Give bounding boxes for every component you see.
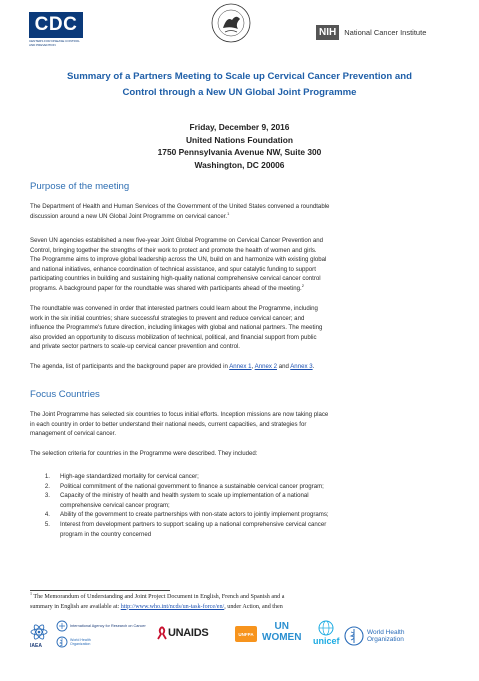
text-line: comprehensive cervical cancer program; — [60, 501, 170, 509]
list-item — [30, 491, 454, 510]
text-segment: summary in English are available at: — [30, 603, 121, 610]
who-task-force-link[interactable]: http://www.who.int/ncds/un-task-force/en/ — [120, 603, 225, 610]
text-line: also provided an opportunity to discuss mobilization of technical, political, and financial support from public — [30, 333, 317, 341]
list-text — [60, 482, 324, 492]
cdc-logo-subtitle: CENTERS FOR DISEASE CONTROL AND PREVENTION — [29, 39, 80, 47]
unfpa-label: UNFPA — [238, 631, 254, 637]
text-segment: , — [251, 363, 255, 370]
text-line: work in the six initial countries; share successful strategies to prevent and reduce cervical cancer; and — [30, 314, 305, 322]
meeting-venue: United Nations Foundation — [185, 134, 293, 145]
text-line — [30, 362, 454, 372]
nih-logo-mark: NIH — [316, 25, 339, 40]
meeting-address: 1750 Pennsylvania Avenue NW, Suite 300 — [157, 147, 322, 157]
focus-paragraph-2 — [30, 449, 454, 459]
text-line: Capacity of the ministry of health and health system to scale up implementation of a national — [60, 492, 309, 500]
annex-2-link[interactable]: Annex 2 — [254, 363, 278, 370]
text-segment: The Memorandum of Understanding and Joint Project Document in English, French and Spanish and a — [32, 594, 285, 600]
list-text — [60, 472, 199, 482]
list-number: 4. — [44, 511, 50, 519]
ribbon-icon — [157, 626, 167, 640]
text-line — [30, 212, 454, 222]
nih-logo-text: National Cancer Institute — [344, 27, 427, 37]
annex-3-link[interactable]: Annex 3 — [290, 363, 313, 370]
list-item — [30, 510, 454, 520]
who-small-label: World Health Organization — [70, 638, 91, 646]
iarc-emblem-icon — [56, 620, 68, 632]
text-line: influence the Programme's future direction, including linkages with global and national partners. The meeting — [30, 324, 323, 332]
list-item — [30, 472, 454, 482]
unicef-logo — [313, 620, 340, 646]
purpose-paragraph-3 — [30, 304, 454, 352]
hhs-seal-icon — [210, 2, 252, 44]
list-number: 3. — [44, 492, 50, 500]
focus-countries-heading: Focus Countries — [30, 389, 100, 400]
meeting-details — [30, 121, 449, 171]
purpose-paragraph-1 — [30, 202, 454, 221]
text-line: The Department of Health and Human Services of the Government of the United States convened a roundtable — [30, 203, 330, 210]
unfpa-logo — [235, 626, 257, 642]
text-line: Seven UN agencies established a new five-year Joint Global Programme on Cervical Cancer Prevention and — [30, 237, 323, 244]
text-line: High-age standardized mortality for cervical cancer; — [60, 473, 199, 480]
un-women-logo — [262, 622, 301, 643]
purpose-paragraph-2 — [30, 236, 454, 294]
list-text — [60, 510, 329, 520]
title-line-2: Control through a New UN Global Joint Programme — [122, 86, 357, 98]
who-logo — [344, 626, 423, 646]
footnote-line — [30, 590, 454, 603]
selection-criteria-list — [30, 472, 454, 539]
meeting-city: Washington, DC 20006 — [194, 159, 285, 170]
text-line: in each country in order to better understand their national needs, current capacities, and strategies for — [30, 420, 307, 428]
iarc-label: International Agency for Research on Cancer — [70, 624, 146, 628]
purpose-heading: Purpose of the meeting — [30, 181, 130, 192]
cdc-logo — [29, 12, 83, 46]
text-segment: . — [312, 363, 315, 370]
list-item — [30, 482, 454, 492]
text-line: program in the country concerned — [60, 530, 152, 538]
text-line: Control, bringing together the strengths of their work to protect and promote the health of women and girls. — [30, 246, 317, 254]
list-number: 2. — [44, 482, 50, 490]
partner-logos — [30, 620, 450, 656]
iaea-label: IAEA — [30, 643, 42, 649]
meeting-date: Friday, December 9, 2016 — [189, 122, 290, 132]
footnote-number: 1 — [30, 590, 32, 596]
unaids-label: UNAIDS — [168, 627, 209, 639]
text-segment: The agenda, list of participants and the background paper are provided in — [30, 363, 230, 370]
cdc-logo-mark: CDC — [29, 12, 83, 38]
list-item — [30, 520, 454, 539]
unfpa-mark — [235, 626, 257, 642]
unaids-logo — [157, 626, 208, 640]
iaea-logo — [30, 624, 48, 649]
un-women-top-label: UN — [274, 621, 289, 632]
text-segment: and — [277, 363, 291, 370]
atom-icon — [30, 624, 48, 640]
text-line: The Programme aims to improve global leadership across the UN, build on and harmonize with existing global — [30, 256, 327, 264]
text-line: Ability of the government to create partnerships with non-state actors to jointly implement programs; — [60, 511, 329, 519]
list-number: 1. — [44, 473, 50, 480]
text-line: The Joint Programme has selected six countries to focus initial efforts. Inception missions are now taking place — [30, 411, 329, 418]
text-line: Political commitment of the national government to finance a sustainable cervical cancer program; — [60, 482, 324, 490]
footnote-line — [30, 603, 454, 613]
focus-paragraph-1 — [30, 410, 454, 439]
text-segment: discussion around a new UN Global Joint Programme on cervical cancer. — [30, 212, 228, 220]
annex-1-link[interactable]: Annex 1 — [229, 363, 252, 370]
list-text — [60, 520, 326, 539]
who-emblem-icon — [56, 636, 68, 648]
who-emblem-icon — [344, 626, 364, 646]
text-line: The roundtable was convened in order that interested partners could learn about the Programme, including — [30, 305, 318, 312]
list-text — [60, 491, 309, 510]
un-women-bottom-label: WOMEN — [262, 632, 302, 643]
globe-icon — [318, 620, 334, 636]
footnote-ref: 2 — [301, 282, 304, 288]
footnote-divider — [30, 590, 170, 591]
footnote — [30, 590, 454, 612]
text-line: and private sector partners to scale-up cervical cancer prevention and control. — [30, 343, 241, 351]
text-line: and national initiatives, enhance coordination of technical assistance, and spur catalytic funding to support — [30, 265, 316, 273]
who-large-label: World Health Organization — [367, 629, 405, 643]
unicef-label: unicef — [313, 636, 340, 646]
text-segment: , under Action, and then — [224, 603, 283, 610]
text-line: Interest from development partners to support scaling up a national comprehensive cervical cancer — [60, 520, 327, 528]
text-line — [30, 284, 454, 294]
text-line: The selection criteria for countries in the Programme were described. They included: — [30, 450, 258, 457]
nih-logo — [316, 24, 426, 40]
iarc-logo — [56, 620, 146, 648]
text-line: management of cervical cancer. — [30, 430, 117, 438]
text-segment: programs. A background paper for the roundtable was shared with participants ahead of the meeting. — [30, 284, 302, 292]
purpose-paragraph-4 — [30, 362, 454, 372]
footnote-ref: 1 — [227, 210, 230, 216]
list-number: 5. — [44, 520, 50, 528]
document-title — [30, 69, 449, 100]
title-line-1: Summary of a Partners Meeting to Scale up Cervical Cancer Prevention and — [67, 71, 412, 82]
text-line: participating countries in building and sustaining high-quality national comprehensive cervical cancer control — [30, 275, 321, 283]
